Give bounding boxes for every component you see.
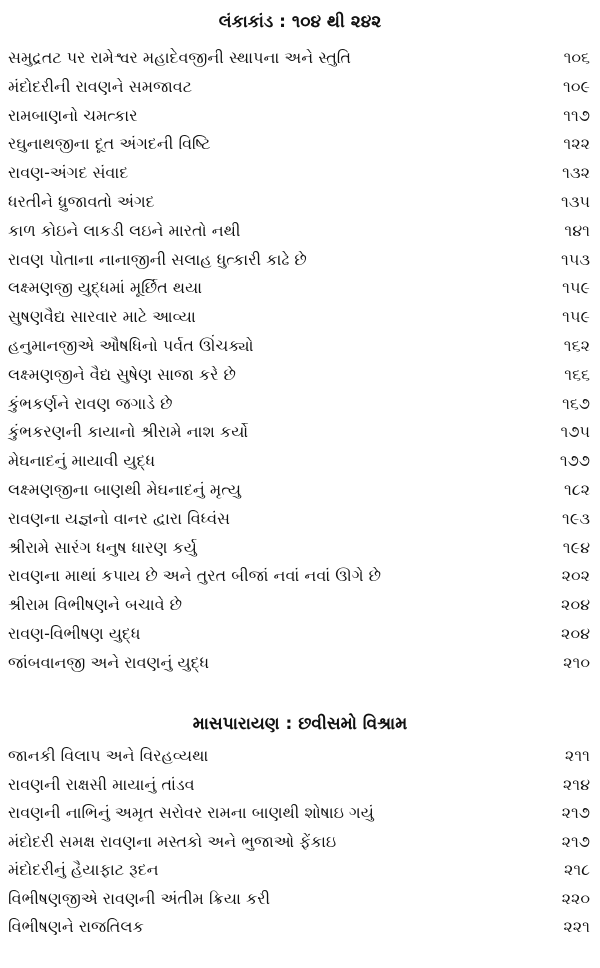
toc-entry [0,332,600,361]
toc-entry-page-number: ૧૬૨ [563,335,590,355]
toc-entry-title: શ્રીરામે સારંગ ધનુષ ધારણ કર્યુ [8,537,197,557]
toc-entry [0,44,600,73]
toc-entry-page-number: ૧૨૨ [563,134,590,154]
toc-entry-title: રાવણ પોતાના નાનાજીની સલાહ ધુત્કારી કાઢે છે [8,249,307,269]
toc-entry-page-number: ૨૦૨ [561,566,590,586]
toc-entry [0,73,600,102]
toc-entry [0,649,600,678]
toc-entry-page-number: ૧૫૯ [562,307,590,327]
toc-entry [0,476,600,505]
toc-entry-page-number: ૨૧૮ [563,860,590,879]
toc-entry [0,217,600,246]
toc-entry [0,591,600,620]
toc-entry-title: રાવણના માથાં કપાય છે અને તુરત બીજાં નવાં નવાં ઊગે છે [8,566,381,586]
toc-entry [0,856,600,885]
toc-entry-title: કુંભકર્ણને રાવણ જગાડે છે [8,393,173,413]
toc-entry-page-number: ૧૯૪ [562,537,590,557]
toc-entry-page-number: ૧૫૯ [562,278,590,298]
toc-entry-title: રાવણ-અંગદ સંવાદ [8,163,129,183]
toc-entry-title: રાવણના યજ્ઞનો વાનર દ્વારા વિધ્વંસ [8,508,231,528]
toc-entry-title: મંદોદરી સમક્ષ રાવણના મસ્તકો અને ભુજાઓ ફેંકાઇ [8,831,337,851]
toc-entry-page-number: ૧૬૭ [562,393,590,413]
toc-entry [0,885,600,914]
toc-entry [0,274,600,303]
toc-entry [0,828,600,857]
toc-entry-page-number: ૨૧૭ [561,803,590,822]
toc-entry-title: લક્ષ્મણજીને વૈદ્ય સુષેણ સાજા કરે છે [8,364,236,384]
toc-entry-title: લક્ષ્મણજી યુદ્ધમાં મૂર્છિત થયા [8,278,203,298]
toc-entry-title: વિભીષણને રાજતિલક [8,917,144,936]
toc-entry-page-number: ૨૧૪ [562,774,590,794]
toc-entry-title: સમુદ્રતટ પર રામેશ્વર મહાદેવજીની સ્થાપના અને સ્તુતિ [8,48,352,67]
toc-entry-title: રઘુનાથજીના દૂત અંગદની વિષ્ટિ [8,134,211,154]
toc-entry [0,130,600,159]
toc-entry [0,188,600,217]
toc-entry-title: સુષણવૈદ્ય સારવાર માટે આવ્યા [8,307,196,327]
toc-entry-title: મંદોદરીની રાવણને સમજાવટ [8,76,193,96]
toc-entry-page-number: ૨૨૧ [563,917,590,936]
toc-entry-page-number: ૨૧૧ [564,746,590,765]
toc-entry-page-number: ૧૪૧ [564,220,590,240]
toc-entry-page-number: ૧૦૯ [563,76,590,96]
toc-entry-page-number: ૧૬૬ [564,364,590,384]
toc-entry [0,361,600,390]
toc-entry [0,562,600,591]
toc-entry [0,534,600,563]
toc-entry-page-number: ૨૧૭ [561,831,590,851]
toc-entry-page-number: ૧૧૭ [563,105,590,125]
toc-entry-title: મેઘનાદનું માયાવી યુદ્ધ [8,451,156,471]
toc-entry-page-number: ૧૦૬ [563,48,590,67]
toc-entry-title: કાળ કોઇને લાકડી લઇને મારતો નથી [8,220,241,240]
toc-entry-page-number: ૧૭૫ [560,422,590,442]
toc-entry-page-number: ૨૧૦ [563,652,590,672]
toc-entry-title: ધરતીને ધ્રુજાવતો અંગદ [8,191,155,211]
toc-entry-title: વિભીષણજીએ રાવણની અંતીમ ક્રિયા કરી [8,888,271,908]
section-heading-maasparayan: માસપારાયણ : છવીસમો વિશ્રામ [192,714,408,734]
toc-entry [0,303,600,332]
toc-entry-title: જાંબવાનજી અને રાવણનું યુદ્ધ [8,652,210,672]
toc-entry-page-number: ૧૫૩ [560,249,590,269]
toc-entry-title: જાનકી વિલાપ અને વિરહવ્યથા [8,746,209,765]
toc-entry-title: કુંભકરણની કાયાનો શ્રીરામે નાશ કર્યો [8,422,249,442]
toc-entry [0,390,600,419]
toc-entry-title: રાવણ-વિભીષણ યુદ્ધ [8,623,141,643]
toc-list-lankakand [0,44,600,678]
toc-entry-title: હનુમાનજીએ ઔષધિનો પર્વત ઊંચક્યો [8,335,254,355]
toc-entry-page-number: ૧૮૨ [563,479,590,499]
toc-entry-title: રામબાણનો ચમત્કાર [8,105,138,125]
toc-entry [0,505,600,534]
toc-entry-title: મંદોદરીનું હૈયાફાટ રૂદન [8,860,159,879]
toc-entry [0,418,600,447]
section-heading-lankakand: લંકાકાંડ : ૧૦૪ થી ૨૪૨ [218,12,382,32]
toc-entry [0,742,600,771]
toc-entry-title: રાવણની રાક્ષસી માયાનું તાંડવ [8,774,195,794]
toc-entry-page-number: ૧૭૭ [559,451,590,471]
toc-entry [0,159,600,188]
toc-entry [0,913,600,942]
toc-entry [0,771,600,800]
toc-entry [0,246,600,275]
toc-entry-title: લક્ષ્મણજીના બાણથી મેઘનાદનું મૃત્યુ [8,479,242,499]
toc-entry-page-number: ૧૯૩ [562,508,590,528]
toc-entry-page-number: ૨૦૪ [561,623,590,643]
toc-entry-title: શ્રીરામ વિભીષણને બચાવે છે [8,595,183,615]
toc-entry [0,620,600,649]
toc-list-maasparayan [0,742,600,942]
toc-entry-page-number: ૧૩૫ [560,191,590,211]
toc-entry [0,447,600,476]
toc-entry-page-number: ૨૨૦ [561,888,590,908]
toc-entry-page-number: ૧૩૨ [562,163,590,183]
toc-entry-page-number: ૨૦૪ [561,595,590,615]
toc-entry [0,102,600,131]
toc-entry-title: રાવણની નાભિનું અમૃત સરોવર રામના બાણથી શોષાઇ ગયું [8,803,374,822]
toc-entry [0,799,600,828]
